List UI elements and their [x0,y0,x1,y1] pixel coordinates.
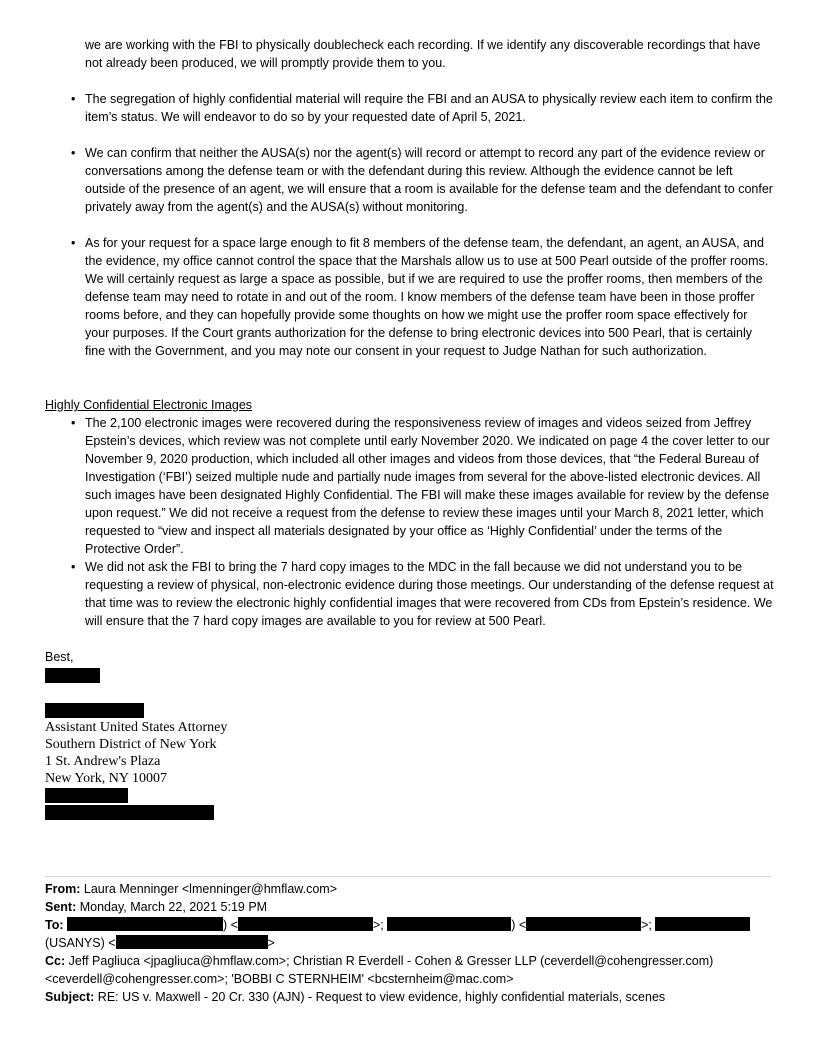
bullet-electronic-images: • The 2,100 electronic images were recovered during the responsiveness review of images and videos seized from Jeffrey Epstein’s devices, which review was not complete until early November 2020. We indicated on page 4 the cover letter to our November 9, 2020 production, which included all other images and videos from those devices, that “the Federal Bureau of Investigation (‘FBI’) seized multiple nude and partially nude images from several for the above-listed electronic devices. All such images have been designated Highly Confidential. The FBI will make these images available for review by the defense upon request.” We did not receive a request from the defense to review these images until your March 8, 2021 letter, which requested to “view and inspect all materials designated by your office as ‘Highly Confidential’ under the terms of the Protective Order”. [85,414,775,558]
redacted-phone [45,788,128,803]
subject-row [45,988,771,1006]
continuation-paragraph: we are working with the FBI to physically doublecheck each recording. If we identify any discoverable recordings that have not already been produced, we will promptly provide them to you. [85,38,761,70]
from-row [45,880,771,898]
signature-title: Assistant United States Attorney [45,720,228,735]
bullet-space-request: • As for your request for a space large enough to fit 8 members of the defense team, the defendant, an agent, an AUSA, and the evidence, my office cannot control the space that the Marshals allow us to use at 500 Pearl outside of the proffer rooms. We will certainly request as large a space as possible, but if we are required to use the proffer rooms, then members of the defense team may need to rotate in and out of the room. I know members of the defense team have been in those proffer rooms before, and they can hopefully provide some thoughts on how we might use the proffer room space effectively for your purposes. If the Court grants authorization for the defense to bring electronic devices into 500 Pearl, that is certainly fine with the Government, and you may note our consent in your request to Judge Nathan for such authorization. [85,234,775,360]
bullet-list-space [85,234,775,360]
to-row [45,916,771,934]
signature-street: 1 St. Andrew's Plaza [45,754,161,769]
bullet-no-recording: • We can confirm that neither the AUSA(s) nor the agent(s) will record or attempt to record any part of the evidence review or conversations among the defense team or with the defendant during this review. Although the evidence cannot be left outside of the presence of an agent, we will ensure that a room is available for the defense team and the defendant to confer privately away from the agent(s) and the AUSA(s) without monitoring. [85,144,775,216]
bullet-hard-copy-images: • We did not ask the FBI to bring the 7 hard copy images to the MDC in the fall because we did not understand you to be requesting a review of physical, non-electronic evidence during those meetings. Our understanding of the defense request at that time was to review the electronic highly confidential images that were recovered from CDs from Epstein’s residence. We will ensure that the 7 hard copy images are available to you for review at 500 Pearl. [85,558,775,630]
section-heading: Highly Confidential Electronic Images [45,398,253,412]
redacted-recipient-1-name [67,917,223,931]
sent-label: Sent: [45,900,77,914]
to-sep-4: >; [641,918,656,932]
redacted-recipient-2-email [526,917,641,931]
cc-line-1: Jeff Pagliuca <jpagliuca@hmflaw.com>; Christian R Everdell - Cohen & Gresser LLP (ceverdell@cohengresser.com) [65,954,714,968]
cc-line-2: <ceverdell@cohengresser.com>; 'BOBBI C STERNHEIM' <bcsternheim@mac.com> [45,972,514,986]
to-sep-2: >; [372,918,388,932]
to-row-continued [45,934,771,952]
sent-value: Monday, March 22, 2021 5:19 PM [76,900,268,914]
bullet-list-recording [85,144,775,216]
redacted-email [45,805,214,820]
signature-office: Southern District of New York [45,737,217,752]
redacted-signature-name [45,703,144,718]
redacted-recipient-3-email [116,935,268,949]
signature-block [45,719,227,787]
sent-row [45,898,771,916]
header-divider [45,876,771,877]
signature-city: New York, NY 10007 [45,771,167,786]
bullet-segregation: • The segregation of highly confidential material will require the FBI and an AUSA to physically review each item to confirm the item’s status. We will endeavor to do so by your requested date of April 5, 2021. [85,90,775,126]
from-value: Laura Menninger <lmenninger@hmflaw.com> [80,882,337,896]
email-header [45,880,771,1006]
from-label: From: [45,882,81,896]
redacted-recipient-1-email [238,917,373,931]
redacted-recipient-2-name [387,917,511,931]
to-line2-suffix: > [267,936,275,950]
to-sep-3: ) < [511,918,527,932]
cc-row-continued [45,970,771,988]
to-label: To: [45,918,64,932]
redacted-sender-name [45,668,100,683]
bullet-list-segregation [85,90,775,126]
to-line2-prefix: (USANYS) < [45,936,116,950]
to-sep-1: ) < [223,918,238,932]
subject-label: Subject: [45,990,95,1004]
cc-row [45,952,771,970]
cc-label: Cc: [45,954,66,968]
redacted-recipient-3-name [655,917,750,931]
closing: Best, [45,650,74,664]
bullet-list-images [85,414,775,630]
subject-value: RE: US v. Maxwell - 20 Cr. 330 (AJN) - Request to view evidence, highly confidential materials, scenes [94,990,666,1004]
